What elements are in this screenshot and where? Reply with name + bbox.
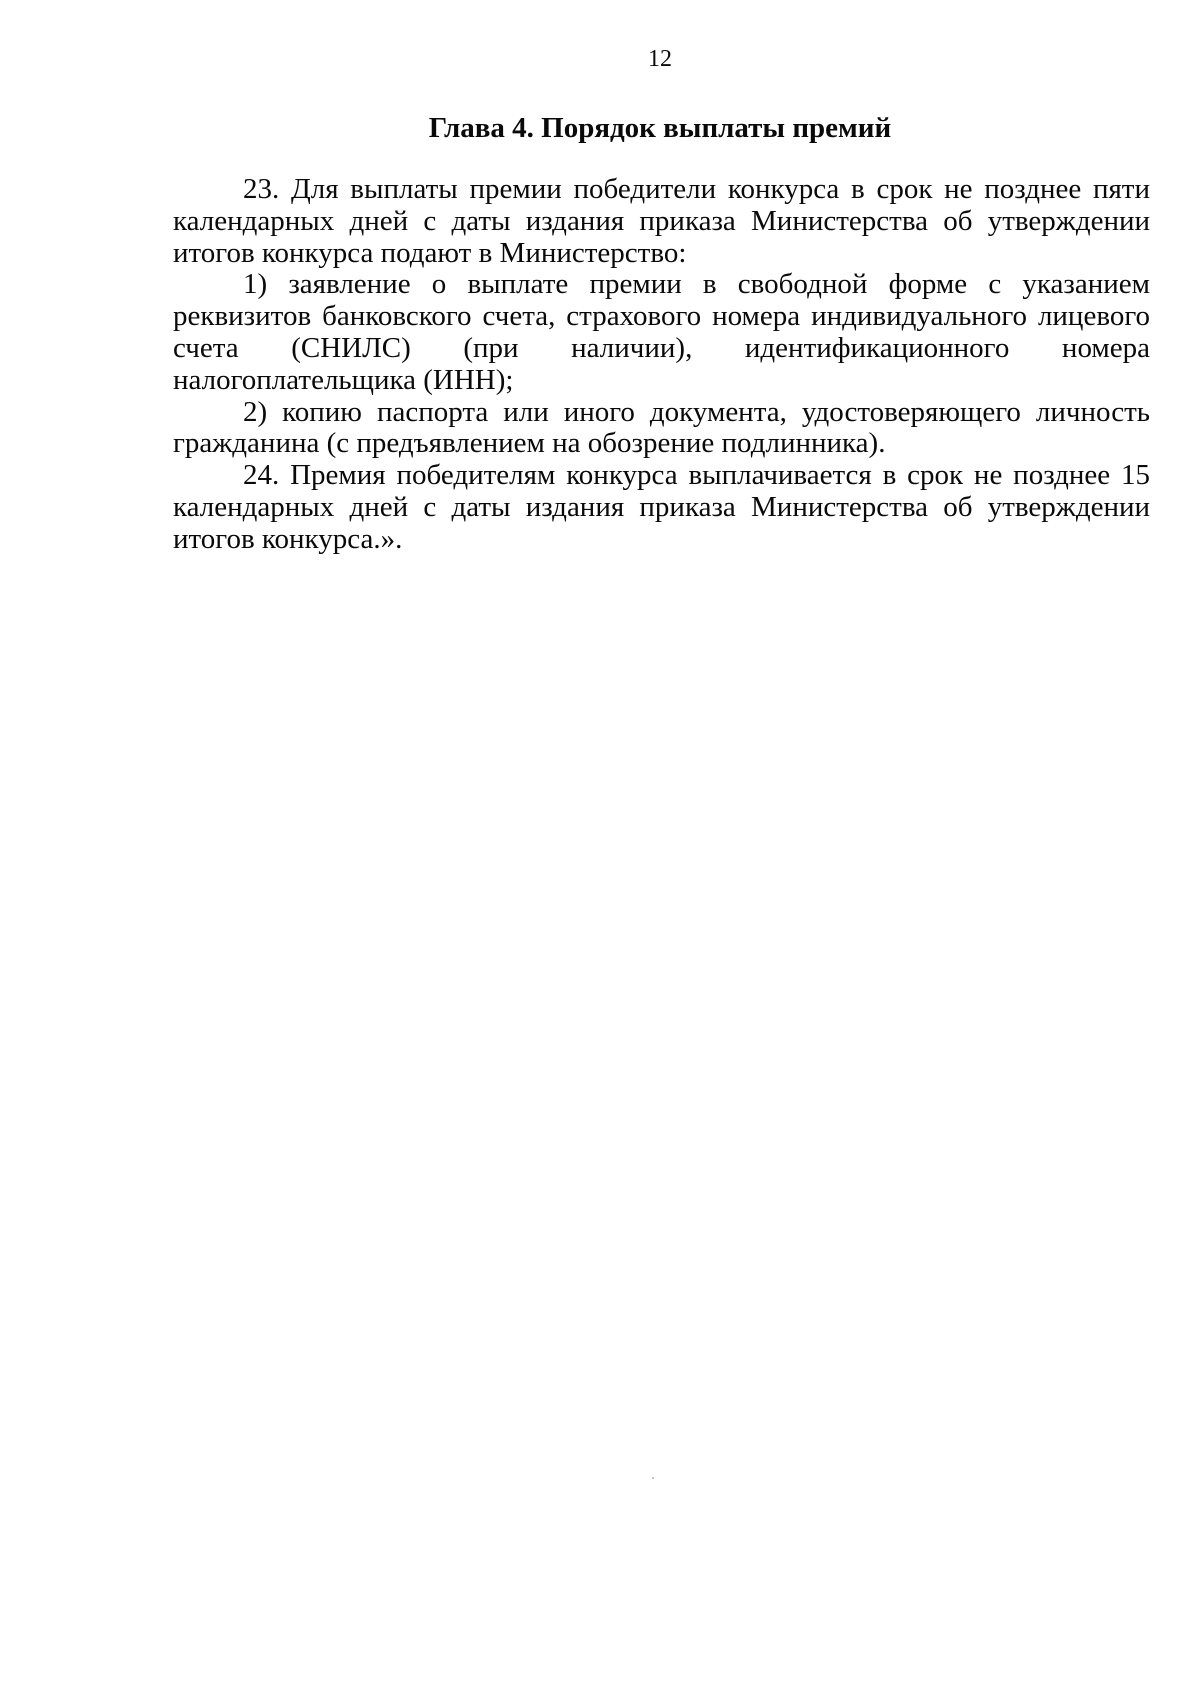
chapter-title: Глава 4. Порядок выплаты премий — [428, 112, 892, 144]
paragraph-23: 23. Для выплаты премии победители конкурса в срок не позднее пяти календарных дней с даты издания приказа Министерства об утверждении итогов конкурса подают в Министерство: — [173, 173, 1150, 269]
paragraph-23-item-2: 2) копию паспорта или иного документа, удостоверяющего личность гражданина (с предъявлением на обозрение подлинника). — [173, 395, 1150, 460]
body-text — [173, 174, 1150, 556]
paragraph-24: 24. Премия победителям конкурса выплачивается в срок не позднее 15 календарных дней с даты издания приказа Министерства об утверждении итогов конкурса.». — [173, 459, 1150, 555]
page-number: 12 — [648, 46, 672, 72]
paragraph-23-item-1: 1) заявление о выплате премии в свободной форме с указанием реквизитов банковского счета, страхового номера индивидуального лицевого счета (СНИЛС) (при наличии), идентификационного номера налогоплательщика (ИНН); — [173, 268, 1150, 396]
scan-speck — [652, 1477, 654, 1479]
